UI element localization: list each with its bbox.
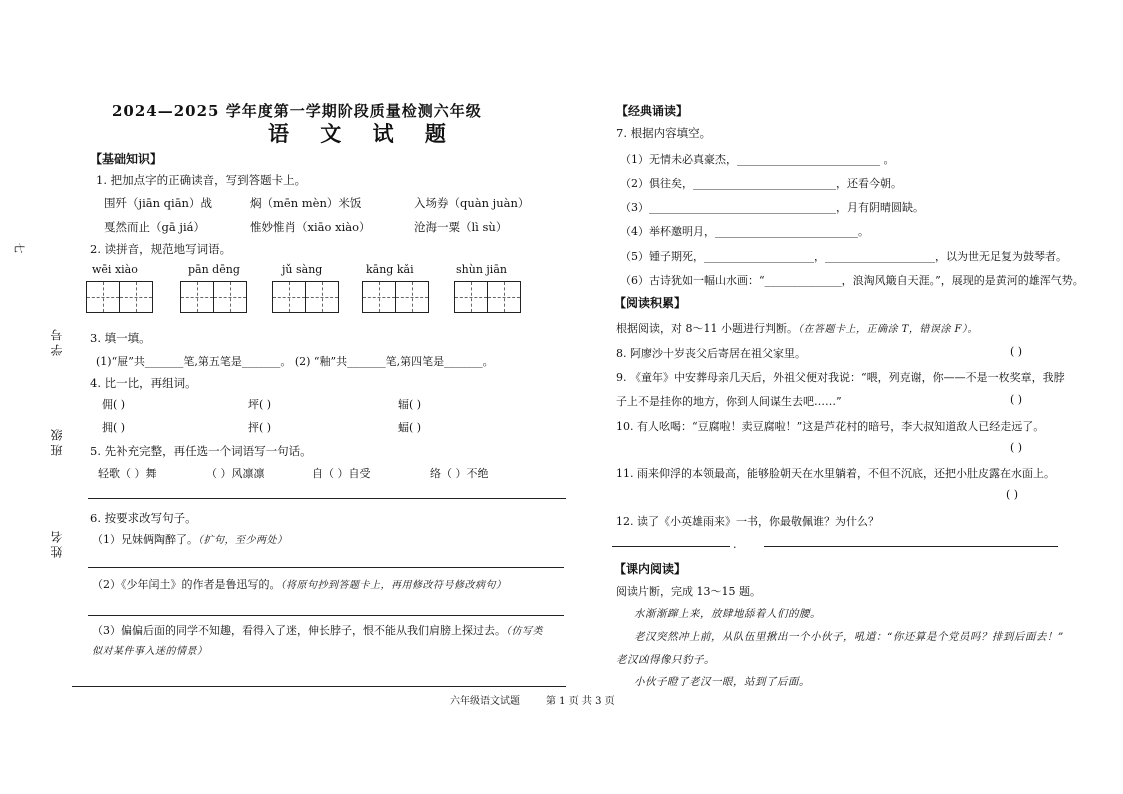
in-class-intro: 阅读片断，完成 13～15 题。 bbox=[616, 585, 761, 598]
intro-req: （在答题卡上，正确涂 T，错误涂 F）。 bbox=[798, 324, 978, 335]
q5-word: （ ）风凛凛 bbox=[206, 467, 265, 480]
q6-s1-req: （扩句，至少两处） bbox=[198, 535, 288, 546]
subject-title: 语 文 试 题 bbox=[268, 121, 458, 146]
q7-item: （1）无情未必真豪杰，__________________________ 。 bbox=[620, 153, 895, 166]
q2-prompt: 2. 读拼音，规范地写词语。 bbox=[90, 242, 232, 256]
passage-p3: 小伙子瞪了老汉一眼，站到了后面。 bbox=[634, 676, 810, 688]
class-label: 班级 bbox=[50, 426, 64, 456]
q1-item: 沧海一粟（lì sù） bbox=[414, 220, 508, 234]
q5-word: 自（ ）自受 bbox=[312, 467, 371, 480]
basic-heading: 【基础知识】 bbox=[90, 152, 163, 166]
q1-item: 焖（mēn mèn）米饭 bbox=[250, 196, 362, 210]
q6-s3-answer-line[interactable] bbox=[72, 686, 566, 687]
footer-page: 第 1 页 共 3 页 bbox=[546, 696, 615, 707]
answer-bracket[interactable]: ( ) bbox=[1010, 345, 1023, 358]
passage-p1: 水渐渐蹿上来，放肆地舔着人们的腰。 bbox=[634, 608, 821, 620]
q6-s1-answer-line[interactable] bbox=[88, 567, 564, 568]
q7-prompt: 7. 根据内容填空。 bbox=[616, 126, 712, 140]
classic-heading: 【经典诵读】 bbox=[616, 104, 689, 118]
q9-line1: 9. 《童年》中安葬母亲几天后，外祖父便对我说：“喂，列克谢，你——不是一枚奖章，我脖 bbox=[616, 371, 1065, 384]
student-no-label: 学号 bbox=[50, 326, 64, 356]
name-label: 姓名 bbox=[50, 528, 64, 558]
q4-item: 辐( ) bbox=[398, 398, 422, 411]
reading-acc-intro bbox=[616, 320, 978, 336]
q4-item: 拥( ) bbox=[102, 421, 126, 434]
q7-item: （5）锺子期死，____________________，____________________，以为世无足复为鼓琴者。 bbox=[620, 250, 1067, 263]
q5-answer-line[interactable] bbox=[88, 498, 566, 499]
q6-s2-answer-line[interactable] bbox=[88, 615, 564, 616]
intro-text: 根据阅读，对 8～11 小题进行判断。 bbox=[616, 322, 798, 335]
q6-s3 bbox=[92, 622, 543, 638]
writing-grid[interactable] bbox=[86, 281, 153, 313]
q12: 12. 读了《小英雄雨来》一书，你最敬佩谁？为什么？ bbox=[616, 515, 879, 528]
q5-prompt: 5. 先补充完整，再任选一个词语写一句话。 bbox=[90, 444, 312, 458]
q7-item: （6）古诗犹如一幅山水画：“______________，浪淘风簸自天涯。”，展现的是黄河的雄浑气势。 bbox=[620, 274, 1084, 287]
q6-prompt: 6. 按要求改写句子。 bbox=[90, 511, 197, 525]
q1-item: 入场券（quàn juàn） bbox=[414, 196, 530, 210]
writing-grid[interactable] bbox=[454, 281, 521, 313]
q9-line2: 子上不是挂你的地方，你到人间谋生去吧……” bbox=[616, 395, 842, 408]
q12-answer-line[interactable] bbox=[612, 546, 730, 547]
pinyin-label: kāng kǎi bbox=[366, 263, 414, 276]
pinyin-label: pān dēng bbox=[188, 263, 240, 276]
q6-s3-req2: 似对某件事入迷的情景） bbox=[92, 646, 208, 657]
q7-item: （2）俱往矣，__________________________，还看今朝。 bbox=[620, 177, 902, 190]
q6-s2-text: （2）《少年闰土》的作者是鲁迅写的。 bbox=[92, 578, 281, 591]
q6-s3-text: （3）偏偏后面的同学不知趣，看得入了迷，伸长脖子，恨不能从我们肩膀上探过去。 bbox=[92, 624, 506, 637]
q1-item: 戛然而止（gā jiá） bbox=[104, 220, 205, 234]
q1-prompt: 1. 把加点字的正确读音，写到答题卡上。 bbox=[96, 173, 307, 187]
q6-s3-req1: （仿写类 bbox=[506, 626, 543, 637]
q5-word: 络（ ）不绝 bbox=[430, 467, 489, 480]
q1-item: 惟妙惟肖（xiāo xiào） bbox=[250, 220, 371, 234]
q12-dot: . bbox=[733, 538, 737, 551]
passage-p2b: 老汉凶得像只豹子。 bbox=[616, 654, 715, 666]
q6-s2-req: （将原句抄到答题卡上，再用修改符号修改病句） bbox=[280, 580, 507, 591]
q1-item: 围歼（jiān qiān）战 bbox=[104, 196, 212, 210]
q7-item: （3）__________________________________，月有阴晴圆缺。 bbox=[620, 201, 924, 214]
q8: 8. 阿廖沙十岁丧父后寄居在祖父家里。 bbox=[616, 347, 806, 360]
q12-answer-line[interactable] bbox=[764, 546, 1058, 547]
reading-acc-heading: 【阅读积累】 bbox=[614, 296, 687, 310]
answer-bracket[interactable]: ( ) bbox=[1006, 488, 1019, 501]
footer-subject: 六年级语文试题 bbox=[450, 696, 520, 707]
q6-s2 bbox=[92, 576, 507, 592]
answer-bracket[interactable]: ( ) bbox=[1010, 393, 1023, 406]
q4-item: 佣( ) bbox=[102, 398, 126, 411]
q4-item: 蝠( ) bbox=[398, 421, 422, 434]
in-class-heading: 【课内阅读】 bbox=[614, 562, 687, 576]
passage-p2a: 老汉突然冲上前，从队伍里揪出一个小伙子，吼道：“你还算是个党员吗？排到后面去！” bbox=[634, 631, 1064, 643]
pinyin-label: shùn jiān bbox=[456, 263, 507, 276]
side-mark: 七 bbox=[12, 242, 26, 254]
q4-prompt: 4. 比一比，再组词。 bbox=[90, 376, 197, 390]
pinyin-label: wēi xiào bbox=[92, 263, 138, 276]
exam-title: 2024—2025 学年度第一学期阶段质量检测六年级 bbox=[112, 102, 482, 120]
q3-line: (1)“屉”共_______笔,第五笔是_______。 (2) “釉”共_______笔,第四笔是_______。 bbox=[96, 355, 494, 368]
q6-s1 bbox=[92, 531, 288, 547]
writing-grid[interactable] bbox=[362, 281, 429, 313]
writing-grid[interactable] bbox=[272, 281, 339, 313]
q5-word: 轻歌（ ）舞 bbox=[98, 467, 157, 480]
q4-item: 抨( ) bbox=[248, 421, 272, 434]
q10: 10. 有人吆喝：“豆腐啦！卖豆腐啦！”这是芦花村的暗号，李大叔知道敌人已经走远了。 bbox=[616, 420, 1045, 433]
pinyin-label: jǔ sàng bbox=[282, 263, 323, 276]
q4-item: 坪( ) bbox=[248, 398, 272, 411]
answer-bracket[interactable]: ( ) bbox=[1010, 441, 1023, 454]
writing-grid[interactable] bbox=[180, 281, 247, 313]
q11: 11. 雨来仰浮的本领最高，能够脸朝天在水里躺着，不但不沉底，还把小肚皮露在水面上。 bbox=[616, 467, 1055, 480]
q3-prompt: 3. 填一填。 bbox=[90, 331, 151, 345]
q7-item: （4）举杯邀明月，__________________________。 bbox=[620, 225, 869, 238]
q6-s1-text: （1）兄妹俩陶醉了。 bbox=[92, 533, 198, 546]
